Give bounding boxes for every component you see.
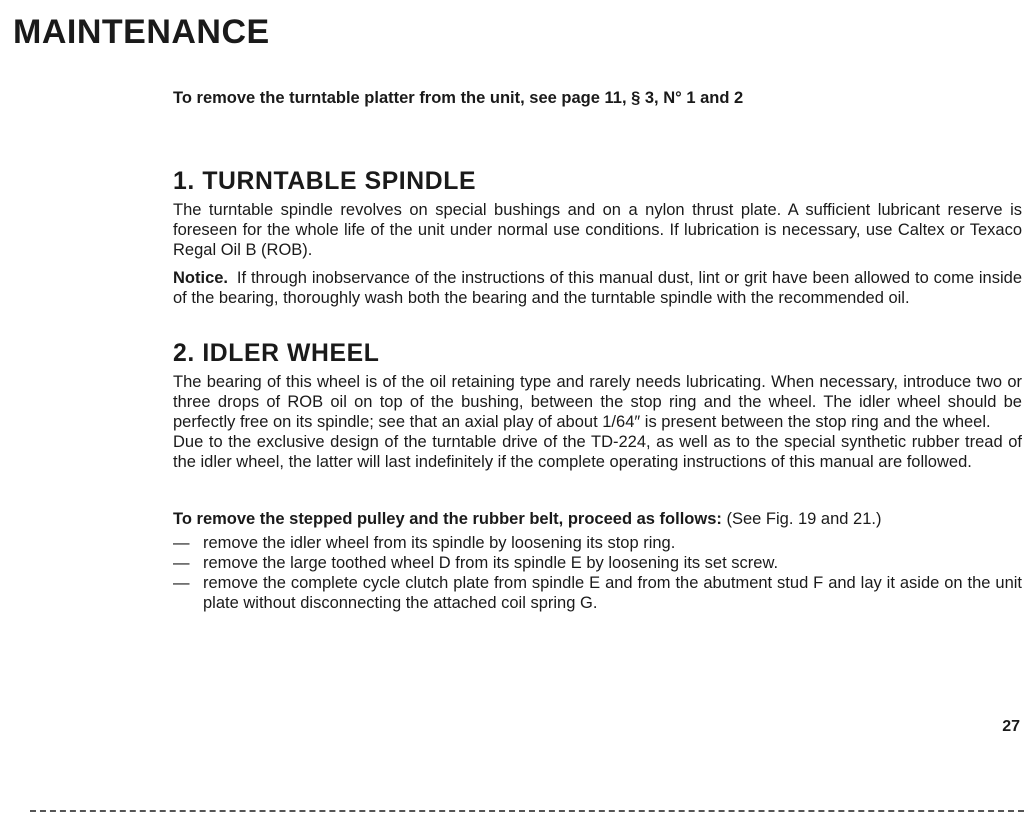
list-item	[173, 533, 1022, 553]
section-idler-wheel	[173, 340, 1022, 472]
section-heading: 1. TURNTABLE SPINDLE	[173, 168, 477, 195]
notice-paragraph	[173, 268, 1022, 308]
page-content	[173, 88, 1022, 613]
step-text: remove the complete cycle clutch plate from spindle E and from the abutment stud F and lay it aside on the unit plate without disconnecting the attached coil spring G.	[203, 574, 1022, 612]
page-edge-divider	[30, 810, 1024, 812]
removal-steps-list	[173, 533, 1022, 613]
dash-bullet: —	[173, 534, 190, 552]
notice-label: Notice.	[173, 269, 229, 287]
figure-reference: (See Fig. 19 and 21.)	[726, 510, 882, 528]
page-title: MAINTENANCE	[13, 13, 270, 51]
list-item	[173, 553, 1022, 573]
intro-instruction: To remove the turntable platter from the unit, see page 11, § 3, N° 1 and 2	[173, 89, 744, 107]
step-text: remove the large toothed wheel D from its spindle E by loosening its set screw.	[203, 554, 779, 572]
section-paragraph: Due to the exclusive design of the turntable drive of the TD-224, as well as to the special synthetic rubber tread of the idler wheel, the latter will last indefinitely if the complete operating instructions of this manual are followed.	[173, 433, 1022, 471]
section-heading: 2. IDLER WHEEL	[173, 340, 380, 367]
section-turntable-spindle	[173, 168, 1022, 308]
section-paragraph: The turntable spindle revolves on special bushings and on a nylon thrust plate. A sufficient lubricant reserve is foreseen for the whole life of the unit under normal use conditions. If lubrication is necessary, use Caltex or Texaco Regal Oil B (ROB).	[173, 201, 1022, 259]
page-number: 27	[1002, 718, 1020, 735]
section-removal-procedure	[173, 509, 1022, 613]
dash-bullet: —	[173, 574, 190, 592]
removal-title: To remove the stepped pulley and the rubber belt, proceed as follows:	[173, 510, 722, 528]
removal-heading	[173, 509, 1022, 529]
dash-bullet: —	[173, 554, 190, 572]
step-text: remove the idler wheel from its spindle by loosening its stop ring.	[203, 534, 676, 552]
list-item	[173, 573, 1022, 613]
notice-text: If through inobservance of the instructions of this manual dust, lint or grit have been allowed to come inside of the bearing, thoroughly wash both the bearing and the turntable spindle with the recommended oil.	[173, 269, 1022, 307]
section-paragraph: The bearing of this wheel is of the oil retaining type and rarely needs lubricating. When necessary, introduce two or three drops of ROB oil on top of the bushing, between the stop ring and the wheel. The idler wheel should be perfectly free on its spindle; see that an axial play of about 1/64″ is present between the stop ring and the wheel.	[173, 373, 1022, 431]
